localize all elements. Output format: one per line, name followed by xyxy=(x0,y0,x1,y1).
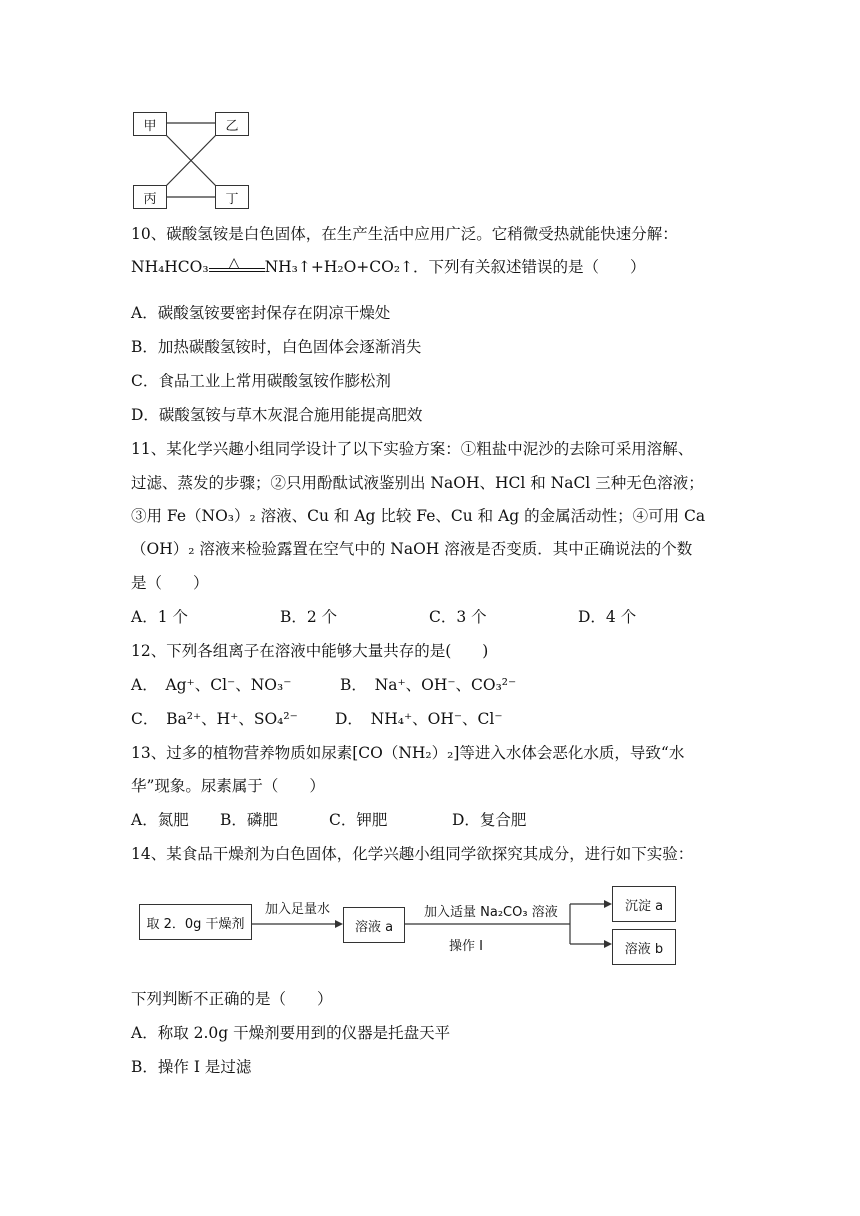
q11-option-a: A．1 个 xyxy=(131,608,188,626)
flow-step1-label: 加入足量水 xyxy=(265,902,331,917)
q13-option-d: D．复合肥 xyxy=(452,811,527,829)
heat-symbol: △ xyxy=(228,255,240,271)
q13-option-a: A．氮肥 xyxy=(131,811,189,829)
q13-option-b: B．磷肥 xyxy=(220,811,278,829)
box-yi: 乙 xyxy=(215,112,249,136)
flow-operation-label: 操作 I xyxy=(449,939,483,954)
q13-option-c: C．钾肥 xyxy=(329,811,388,829)
flow-solution-a-box: 溶液 a xyxy=(343,907,405,943)
q14-option-a: A．称取 2.0g 干燥剂要用到的仪器是托盘天平 xyxy=(131,1024,451,1042)
q10-option-a: A．碳酸氢铵要密封保存在阴凉干燥处 xyxy=(131,304,391,322)
q14-option-b: B．操作 I 是过滤 xyxy=(131,1058,252,1076)
flow-step2-label: 加入适量 Na₂CO₃ 溶液 xyxy=(424,905,558,920)
q10-eq-right: NH₃↑+H₂O+CO₂↑．下列有关叙述错误的是（ ） xyxy=(264,258,646,276)
q10-eq-left: NH₄HCO₃ xyxy=(131,258,209,276)
q10-eq-arrow xyxy=(209,256,265,278)
q14-question: 下列判断不正确的是（ ） xyxy=(131,990,333,1008)
q12-option-a: A． Ag⁺、Cl⁻、NO₃⁻ xyxy=(131,676,292,694)
q11-line1: 11、某化学兴趣小组同学设计了以下实验方案：①粗盐中泥沙的去除可采用溶解、 xyxy=(131,440,694,458)
q10-option-b: B．加热碳酸氢铵时，白色固体会逐渐消失 xyxy=(131,338,422,356)
q13-line1: 13、过多的植物营养物质如尿素[CO（NH₂）₂]等进入水体会恶化水质，导致“水 xyxy=(131,744,685,762)
q12-option-d: D． NH₄⁺、OH⁻、Cl⁻ xyxy=(335,710,503,728)
q11-option-c: C．3 个 xyxy=(429,608,487,626)
flow-start-box: 取 2．0g 干燥剂 xyxy=(139,904,252,940)
box-bing: 丙 xyxy=(133,185,167,209)
q11-option-b: B．2 个 xyxy=(280,608,338,626)
q12-option-c: C． Ba²⁺、H⁺、SO₄²⁻ xyxy=(131,710,298,728)
flow-precipitate-box: 沉淀 a xyxy=(612,886,676,922)
q12-option-b: B． Na⁺、OH⁻、CO₃²⁻ xyxy=(340,676,517,694)
q10-option-d: D．碳酸氢铵与草木灰混合施用能提高肥效 xyxy=(131,406,423,424)
flow-solution-b-box: 溶液 b xyxy=(612,929,676,965)
q10-stem: 10、碳酸氢铵是白色固体，在生产生活中应用广泛。它稍微受热就能快速分解： xyxy=(131,225,678,243)
q11-line5: 是（ ） xyxy=(131,574,209,592)
q14-stem: 14、某食品干燥剂为白色固体，化学兴趣小组同学欲探究其成分，进行如下实验： xyxy=(131,845,694,863)
q11-line4: （OH）₂ 溶液来检验露置在空气中的 NaOH 溶液是否变质．其中正确说法的个数 xyxy=(131,540,693,558)
q13-line2: 华”现象。尿素属于（ ） xyxy=(131,777,325,795)
box-ding: 丁 xyxy=(215,185,249,209)
q11-line2: 过滤、蒸发的步骤；②只用酚酞试液鉴别出 NaOH、HCl 和 NaCl 三种无色溶液； xyxy=(131,474,704,492)
q11-option-d: D．4 个 xyxy=(578,608,637,626)
box-jia: 甲 xyxy=(133,112,167,136)
q10-option-c: C．食品工业上常用碳酸氢铵作膨松剂 xyxy=(131,372,391,390)
q10-equation xyxy=(131,256,646,278)
q12-stem: 12、下列各组离子在溶液中能够大量共存的是( ) xyxy=(131,642,489,660)
q11-line3: ③用 Fe（NO₃）₂ 溶液、Cu 和 Ag 比较 Fe、Cu 和 Ag 的金属活动性；④可用 Ca xyxy=(131,507,706,525)
